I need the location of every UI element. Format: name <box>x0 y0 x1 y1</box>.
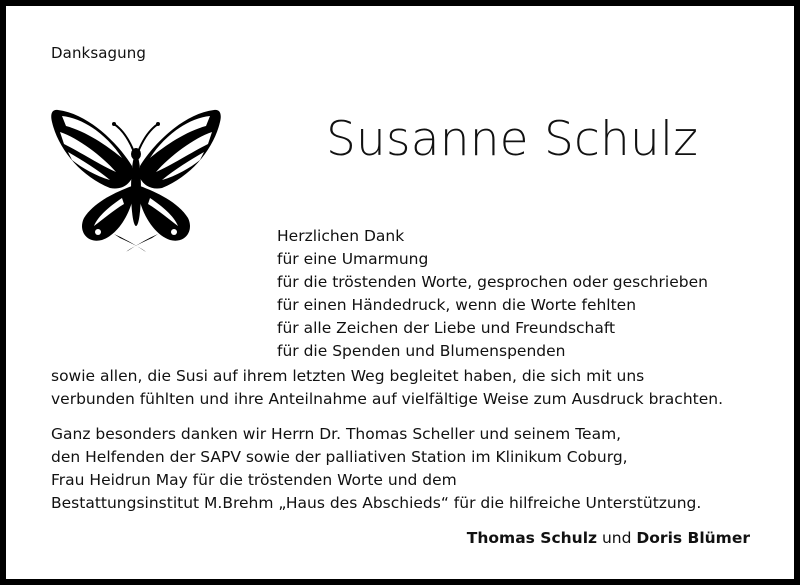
paragraph-line: Ganz besonders danken wir Herrn Dr. Thomas Scheller und seinem Team, <box>51 425 622 443</box>
thanks-line: Herzlichen Dank <box>277 227 405 245</box>
paragraph-thanks-all <box>51 365 723 411</box>
paragraph-line: den Helfenden der SAPV sowie der palliativen Station im Klinikum Coburg, <box>51 448 628 466</box>
signatory-name: Doris Blümer <box>636 529 750 547</box>
heading: Danksagung <box>51 44 146 62</box>
butterfly-icon <box>50 106 222 254</box>
signatory-name: Thomas Schulz <box>466 529 598 547</box>
thanks-line: für die Spenden und Blumenspenden <box>277 342 566 360</box>
signature <box>467 529 750 547</box>
thanks-line: für eine Umarmung <box>277 250 429 268</box>
thanks-line: für einen Händedruck, wenn die Worte fehlten <box>277 296 637 314</box>
paragraph-line: sowie allen, die Susi auf ihrem letzten Weg begleitet haben, die sich mit uns <box>51 367 645 385</box>
thanks-line: für alle Zeichen der Liebe und Freundschaft <box>277 319 616 337</box>
paragraph-line: Bestattungsinstitut M.Brehm „Haus des Abschieds“ für die hilfreiche Unterstützung. <box>51 494 702 512</box>
thanks-line: für die tröstenden Worte, gesprochen oder geschrieben <box>277 273 708 291</box>
thanks-list <box>277 225 708 363</box>
signature-connector: und <box>601 529 632 547</box>
deceased-name: Susanne Schulz <box>326 112 699 167</box>
paragraph-line: Frau Heidrun May für die tröstenden Worte und dem <box>51 471 457 489</box>
paragraph-line: verbunden fühlten und ihre Anteilnahme auf vielfältige Weise zum Ausdruck brachten. <box>51 390 724 408</box>
paragraph-special-thanks <box>51 423 701 515</box>
